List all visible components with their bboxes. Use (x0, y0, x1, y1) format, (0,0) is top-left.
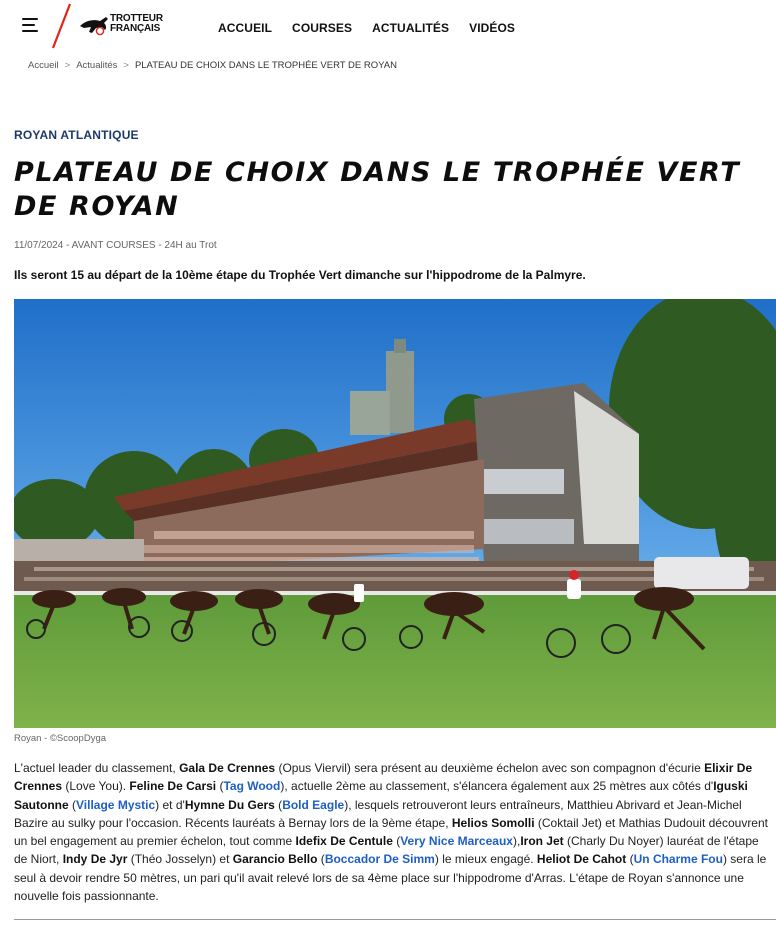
body-text: ( (216, 779, 224, 794)
body-text: (Coktail Jet) et Mathias Dudouit découvrent un bel engagement au premier échelon, tout comme (14, 815, 768, 849)
body-text: ) sera le seul à devoir rendre 50 mètres, un pari qu'il avait relevé lors de sa 4ème place sur l'hippodrome d'Arras. L'étape de Royan s'annonce une nouvelle fois passionnante. (14, 852, 767, 904)
horse-logo-icon[interactable] (78, 14, 112, 36)
body-text: (Love You). (62, 779, 130, 794)
body-text: ), lesquels retrouveront leurs entraîneurs, Matthieu Abrivard et Jean-Michel Bazire au sulky pour l'occasion. Récents lauréats à Bernay lors de la 9ème étape, (14, 797, 742, 830)
divider (14, 919, 776, 920)
sire-link[interactable]: Boccador De Simm (324, 852, 435, 867)
body-text: ), (512, 834, 521, 849)
body-text: ( (68, 797, 77, 812)
article-lead: Ils seront 15 au départ de la 10ème étape du Trophée Vert dimanche sur l'hippodrome de la Palmyre. (14, 268, 586, 282)
sire-link[interactable]: Very Nice Marceaux (400, 834, 513, 849)
horse-name: Iguski Sautonne (14, 779, 748, 812)
body-text: ) le mieux engagé. (434, 852, 537, 867)
body-text: ), actuelle 2ème au classement, s'élancera également aux 25 mètres aux côtés d' (280, 779, 714, 794)
breadcrumb-separator: > (64, 60, 71, 71)
horse-name: Garancio Bello (232, 852, 318, 867)
article-photo (14, 299, 776, 728)
body-text: (Opus Viervil) sera présent au deuxième échelon avec son compagnon d'écurie (275, 761, 705, 775)
menu-icon[interactable] (22, 18, 38, 32)
body-text: ) et d' (155, 797, 185, 812)
article-body (14, 759, 770, 905)
site-header (0, 0, 776, 55)
photo-caption: Royan - ©ScoopDyga (14, 733, 107, 744)
horse-name: Indy De Jyr (62, 852, 128, 867)
body-text: ( (626, 852, 634, 867)
brand-slash-icon (50, 2, 72, 50)
horse-name: Heliot De Cahot (536, 852, 627, 867)
horse-name: Helios Somolli (451, 815, 535, 830)
breadcrumb (28, 60, 397, 71)
breadcrumb-current: PLATEAU DE CHOIX DANS LE TROPHÉE VERT DE ROYAN (134, 60, 397, 71)
main-nav (218, 21, 515, 35)
nav-videos[interactable]: VIDÉOS (469, 21, 516, 35)
sire-link[interactable]: Tag Wood (223, 779, 281, 794)
sire-link[interactable]: Bold Eagle (282, 797, 345, 812)
brand-logo[interactable] (110, 14, 163, 34)
brand-logo-line2: FRANÇAIS (110, 23, 161, 34)
breadcrumb-separator: > (123, 60, 129, 71)
horse-name: Feline De Carsi (129, 779, 217, 794)
horse-name: Elixir De Crennes (14, 761, 753, 794)
body-text: ( (274, 797, 283, 812)
body-text: ( (317, 852, 325, 867)
body-text: (Charly Du Noyer) lauréat de l'étape de Niort, (14, 834, 759, 867)
nav-actualites[interactable]: ACTUALITÉS (372, 21, 450, 35)
breadcrumb-actualites[interactable]: Actualités (76, 60, 118, 71)
breadcrumb-home[interactable]: Accueil (28, 60, 59, 71)
body-text: L'actuel leader du classement, (14, 761, 180, 775)
article-category[interactable]: ROYAN ATLANTIQUE (14, 128, 139, 142)
body-text: ( (392, 834, 401, 849)
article-title: PLATEAU DE CHOIX DANS LE TROPHÉE VERT DE ROYAN (14, 157, 741, 222)
nav-courses[interactable]: COURSES (292, 21, 353, 35)
sire-link[interactable]: Un Charme Fou (633, 852, 723, 867)
nav-accueil[interactable]: ACCUEIL (218, 21, 273, 35)
sire-link[interactable]: Village Mystic (76, 797, 156, 812)
horse-name: Gala De Crennes (179, 761, 276, 775)
body-text: (Théo Josselyn) et (127, 852, 233, 867)
horse-name: Hymne Du Gers (184, 797, 275, 812)
horse-name: Idefix De Centule (295, 834, 393, 849)
horse-name: Iron Jet (520, 834, 564, 849)
article-meta: 11/07/2024 - AVANT COURSES - 24H au Trot (14, 240, 217, 251)
brand-logo-line1: TROTTEUR (110, 13, 163, 24)
